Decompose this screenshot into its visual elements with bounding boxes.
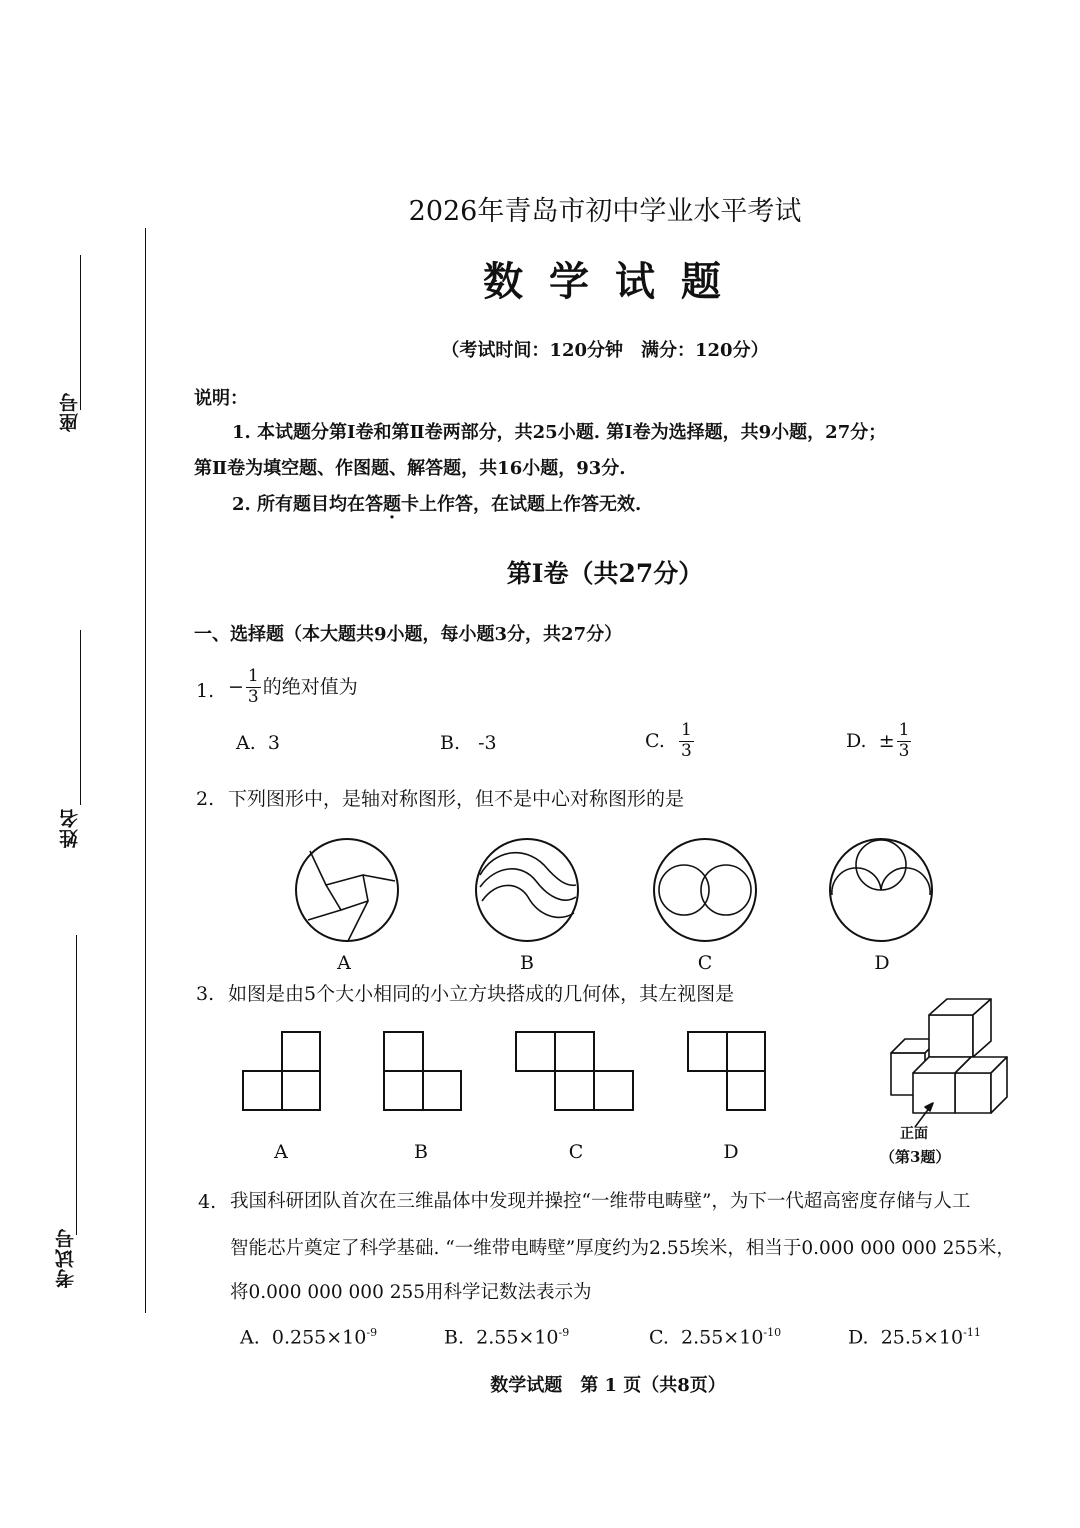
q3-label-b: B [414,1141,428,1163]
q1-stem-tail: 的绝对值为 [262,675,358,698]
instruction-2 [232,496,641,514]
q1-d-label: D. [846,729,867,752]
q1-option-d [846,722,913,761]
q1-option-b [440,734,497,753]
instructions-heading: 说明： [194,388,248,409]
q3-number: 3. [196,983,215,1005]
q1-number: 1. [196,680,215,702]
q1-c-fraction [679,722,694,761]
exam-no-label: 考试号 [55,1228,77,1288]
q1-b-label: B. [440,732,461,754]
q2-stem: 下列图形中，是轴对称图形，但不是中心对称图形的是 [228,788,685,810]
subject-title: 数 学 试 题 [483,258,727,305]
q4-d-base: 25.5×10 [880,1326,964,1349]
q1-b-value: -3 [478,732,497,754]
instruction-2-emphasis: 答题卡 [365,494,420,515]
page-footer: 数学试题 第 1 页（共8页） [490,1375,726,1396]
q1-d-den: 3 [898,740,910,761]
binding-line [145,228,146,1313]
instruction-2-pre: 2. 所有题目均在 [232,494,366,515]
q1-frac-den: 3 [247,686,259,707]
seat-label: 座号 [59,392,81,432]
instruction-1-line1: 1. 本试题分第Ⅰ卷和第Ⅱ卷两部分，共25小题. 第Ⅰ卷为选择题，共9小题，27分； [232,422,887,443]
q4-a-label: A. [240,1326,260,1349]
q1-d-fraction [897,722,912,761]
q2-label-d: D [874,952,890,974]
q4-option-b [444,1327,569,1347]
q1-stem [228,668,358,707]
name-label: 姓名 [59,808,81,848]
q4-c-label: C. [649,1326,669,1349]
q3-front-label: 正面 [900,1126,928,1142]
q3-option-b-view [383,1031,463,1111]
q4-line1: 我国科研团队首次在三维晶体中发现并操控“一维带电畴壁”，为下一代超高密度存储与人工 [230,1191,971,1212]
q3-option-c-view [515,1031,635,1111]
q4-c-exp: -10 [763,1326,782,1339]
q1-option-a [236,734,280,753]
q1-option-c [645,722,696,761]
q4-option-a [240,1327,377,1347]
q3-stem: 如图是由5个大小相同的小立方块搭成的几何体，其左视图是 [228,983,735,1005]
volume-title: 第Ⅰ卷（共27分） [506,559,704,588]
q1-frac-num: 1 [247,666,259,686]
q4-b-base: 2.55×10 [476,1326,559,1349]
q1-a-value: 3 [267,732,280,754]
q4-c-base: 2.55×10 [681,1326,764,1349]
q1-a-label: A. [236,732,256,754]
q4-d-exp: -11 [963,1326,981,1339]
q2-figure-c [652,835,758,945]
exam-time-info: （考试时间：120分钟 满分：120分） [441,340,769,361]
q3-figure-caption: （第3题） [880,1148,951,1166]
q3-label-a: A [274,1141,288,1163]
instruction-2-post: 上作答，在试题上作答无效. [419,494,642,515]
q2-label-b: B [520,952,534,974]
q4-a-exp: -9 [366,1326,378,1339]
q2-label-a: A [337,952,351,974]
q2-figure-b [474,835,580,945]
q1-fraction [246,668,261,707]
q3-option-d-view [687,1031,767,1111]
q1-c-den: 3 [681,740,692,761]
exam-no-blank-line [76,935,77,1235]
q4-number: 4. [198,1191,217,1213]
q2-label-c: C [697,952,713,974]
q1-c-label: C. [645,729,665,752]
q4-a-base: 0.255×10 [271,1326,367,1349]
q1-d-num: 1 [898,720,910,740]
q3-label-d: D [723,1141,739,1163]
q3-label-c: C [568,1141,584,1163]
q2-figure-a [292,835,402,945]
instruction-1-line2: 第Ⅱ卷为填空题、作图题、解答题，共16小题，93分. [194,458,626,479]
q4-b-exp: -9 [558,1326,570,1339]
q4-line3: 将0.000 000 000 255用科学记数法表示为 [230,1282,592,1303]
q2-figure-d [828,835,934,945]
q1-d-pm: ± [878,729,895,752]
q4-d-label: D. [848,1326,869,1349]
q2-number: 2. [196,788,215,810]
name-blank-line [80,630,81,805]
q1-minus: − [228,675,244,698]
part-title: 一、选择题（本大题共9小题，每小题3分，共27分） [194,624,623,645]
q4-option-c [649,1327,781,1347]
q3-cube-figure [885,995,1035,1125]
q4-option-d [848,1327,981,1347]
q3-option-a-view [242,1031,322,1111]
q1-c-num: 1 [681,720,692,740]
q4-line2: 智能芯片奠定了科学基础. “一维带电畴壁”厚度约为2.55埃米，相当于0.000 000 000 255米， [230,1238,1015,1259]
q4-b-label: B. [444,1326,465,1349]
exam-title: 2026年青岛市初中学业水平考试 [408,196,802,227]
